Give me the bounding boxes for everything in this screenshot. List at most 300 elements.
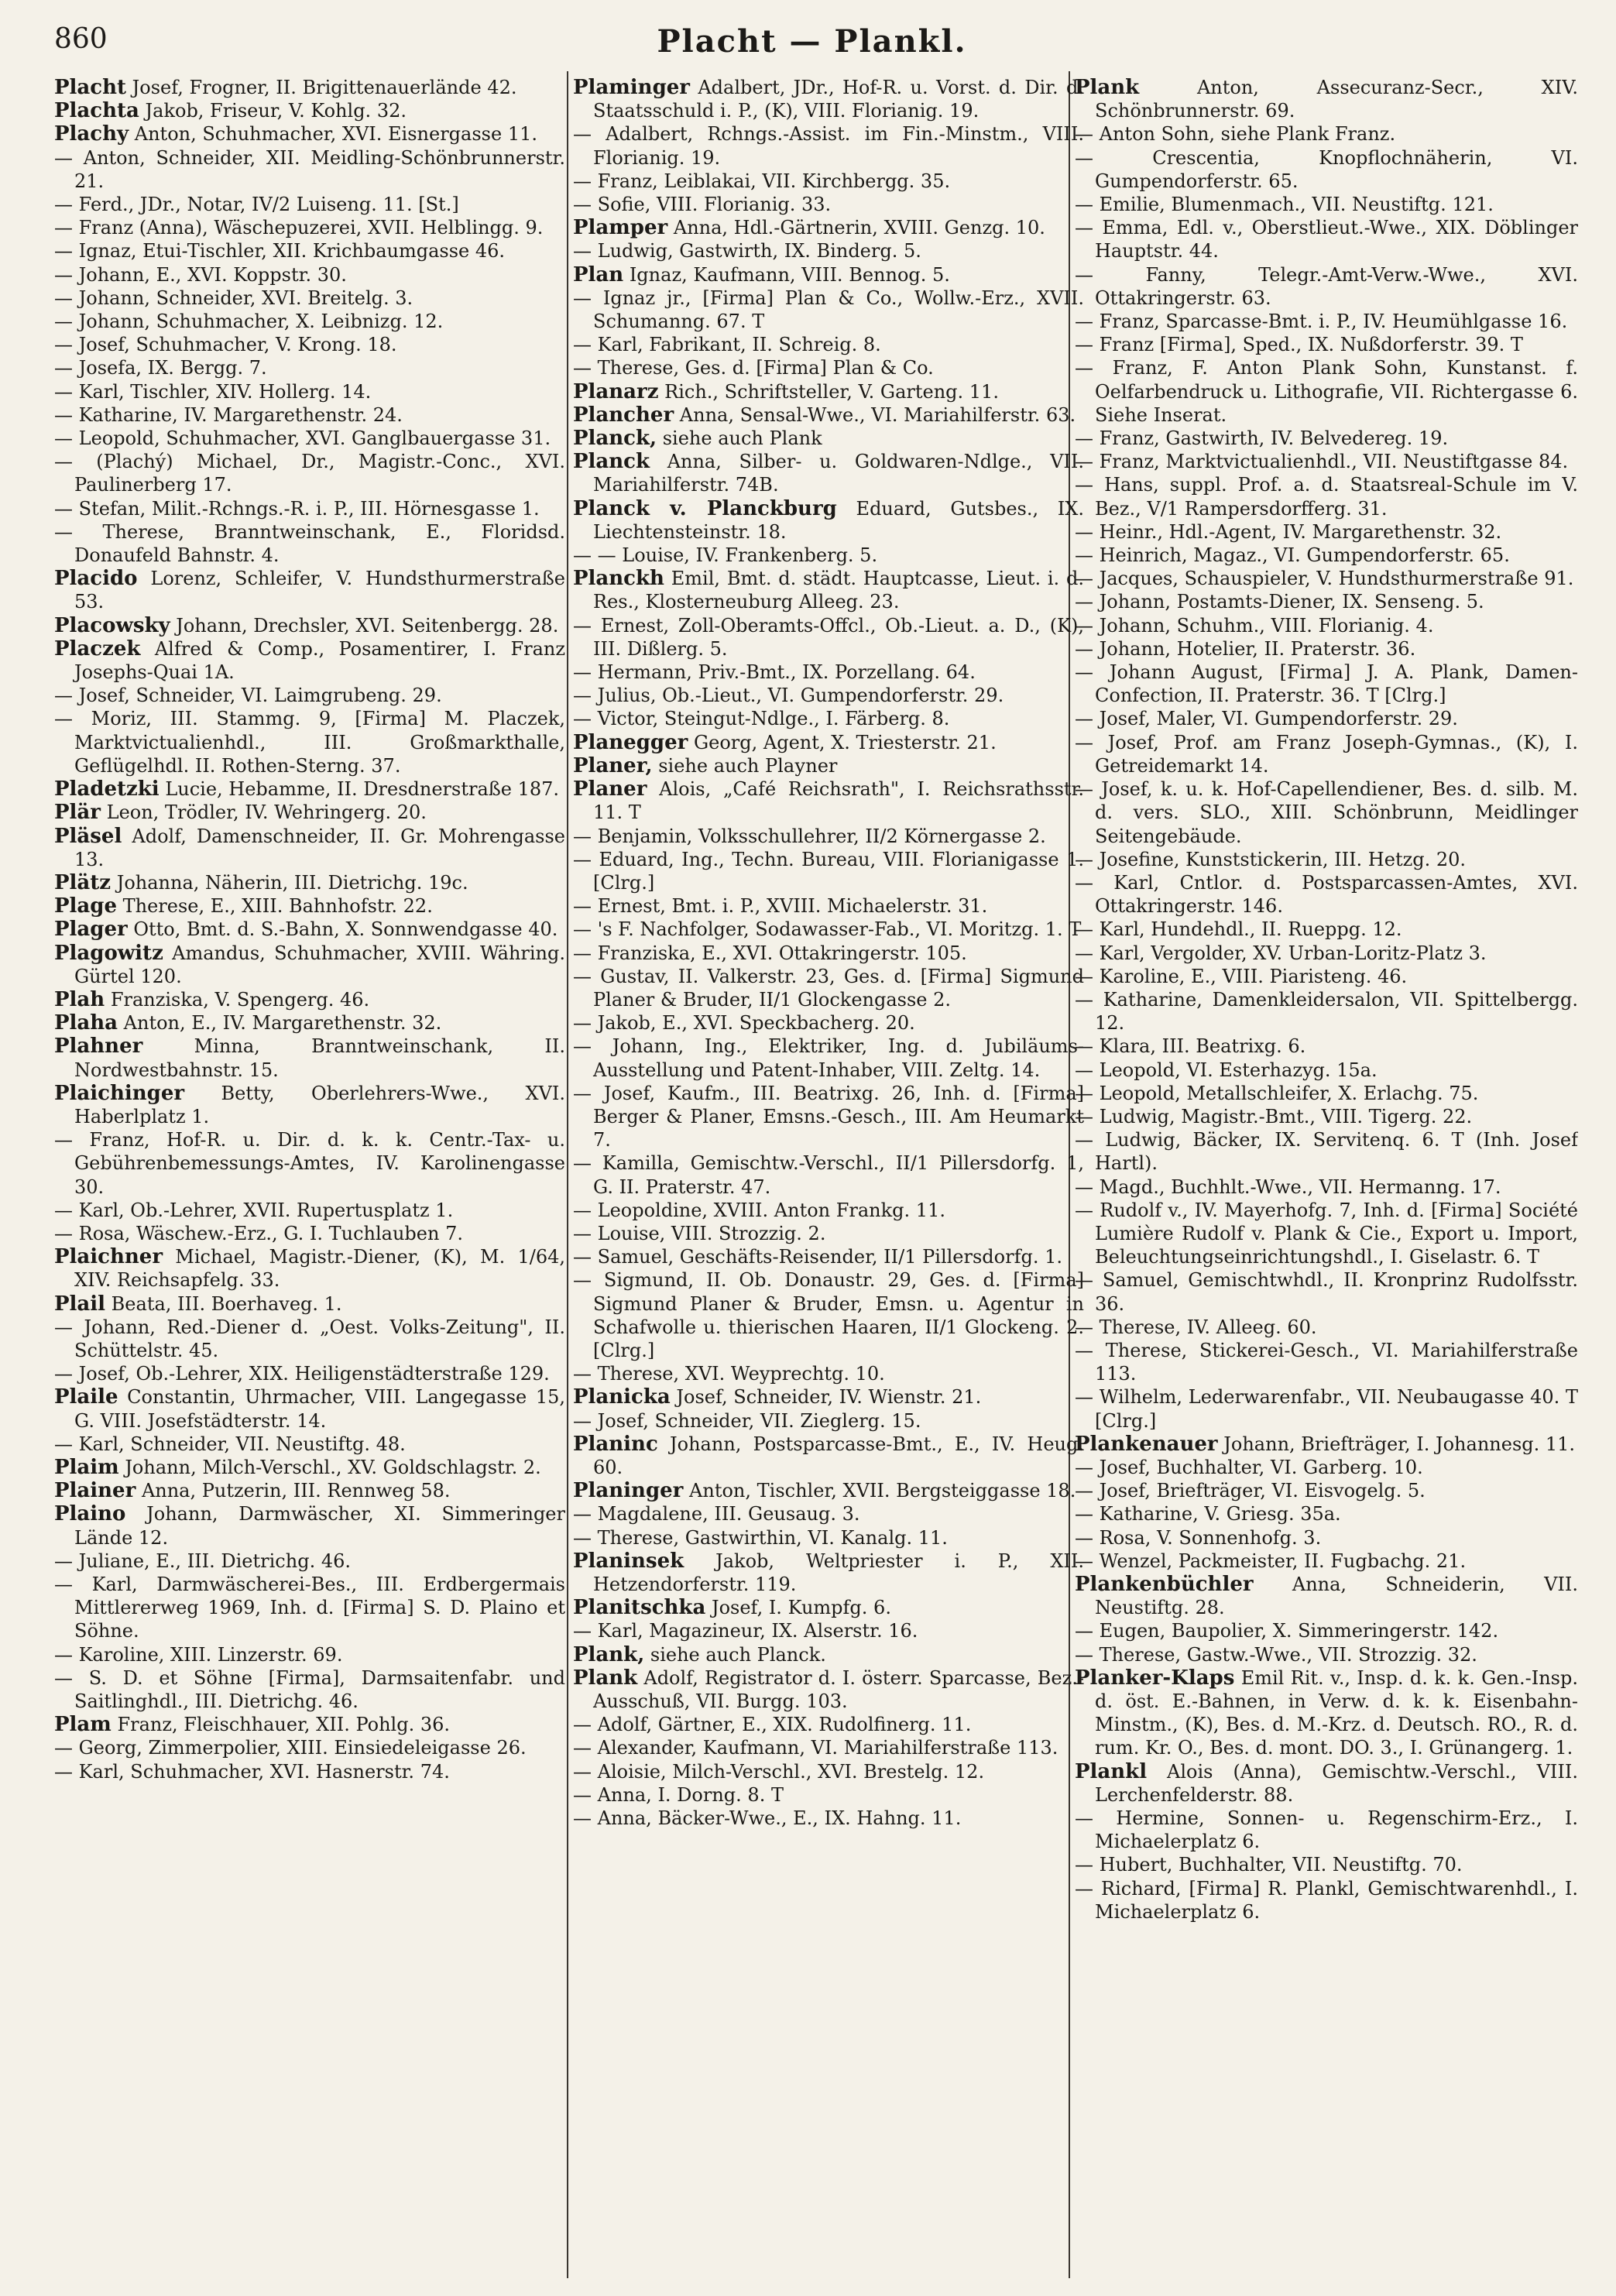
- entry-text: — Katharine, IV. Margarethenstr. 24.: [54, 403, 403, 426]
- entry-text: — Ernest, Zoll-Oberamts-Offcl., Ob.-Lieut. a. D., (K), III. Dißlerg. 5.: [573, 614, 1084, 660]
- directory-subentry: [54, 356, 565, 379]
- surname: Plank: [1075, 76, 1140, 99]
- entry-text: Beata, III. Boerhaveg. 1.: [111, 1292, 342, 1315]
- directory-subentry: [54, 684, 565, 707]
- directory-entry: [573, 1596, 1084, 1619]
- directory-subentry: [1075, 356, 1578, 427]
- directory-subentry: [1075, 1502, 1578, 1526]
- entry-text: Johanna, Näherin, III. Dietrichg. 19c.: [116, 871, 468, 894]
- directory-subentry: [573, 1807, 1084, 1830]
- entry-text: — Rosa, Wäschew.-Erz., G. I. Tuchlauben 7.: [54, 1222, 463, 1244]
- entry-text: — Leopoldine, XVIII. Anton Frankg. 11.: [573, 1199, 945, 1221]
- directory-subentry: [54, 403, 565, 427]
- entry-text: — Josefa, IX. Bergg. 7.: [54, 357, 267, 379]
- directory-subentry: [1075, 1082, 1578, 1105]
- directory-entry: [54, 825, 565, 871]
- directory-subentry: [1075, 1877, 1578, 1924]
- entry-text: — Juliane, E., III. Dietrichg. 46.: [54, 1550, 351, 1572]
- entry-text: Eduard, Gutsbes., IX. Liechtensteinstr. 18.: [593, 497, 1084, 543]
- entry-text: — Adolf, Gärtner, E., XIX. Rudolfinerg. 11.: [573, 1714, 972, 1736]
- entry-text: Lucie, Hebamme, II. Dresdnerstraße 187.: [165, 778, 560, 801]
- entry-text: — Fanny, Telegr.-Amt-Verw.-Wwe., XVI. Ottakringerstr. 63.: [1075, 263, 1578, 309]
- directory-subentry: [54, 1550, 565, 1573]
- entry-text: — Ignaz jr., [Firma] Plan & Co., Wollw.-Erz., XVII. Schumanng. 67. T: [573, 287, 1084, 333]
- entry-text: Jakob, Weltpriester i. P., XII. Hetzendorferstr. 119.: [593, 1550, 1084, 1595]
- entry-text: — Josef, Schneider, VI. Laimgrubeng. 29.: [54, 685, 442, 707]
- directory-subentry: [54, 1643, 565, 1666]
- directory-entry: [54, 918, 565, 941]
- entry-text: — Alexander, Kaufmann, VI. Mariahilferstraße 113.: [573, 1737, 1058, 1759]
- directory-subentry: [54, 520, 565, 567]
- directory-subentry: [54, 427, 565, 450]
- directory-subentry: [573, 614, 1084, 661]
- directory-subentry: [54, 450, 565, 496]
- directory-subentry: [1075, 1128, 1578, 1175]
- directory-entry: [54, 1082, 565, 1128]
- surname: Plätz: [54, 870, 112, 894]
- directory-subentry: [1075, 1199, 1578, 1269]
- entry-text: Jakob, Friseur, V. Kohlg. 32.: [145, 100, 407, 122]
- directory-entry: [573, 731, 1084, 754]
- entry-text: — Franz [Firma], Sped., IX. Nußdorferstr. 39. T: [1075, 334, 1523, 356]
- directory-subentry: [1075, 520, 1578, 544]
- directory-subentry: [1075, 871, 1578, 918]
- surname: Plamper: [573, 216, 668, 240]
- entry-text: — S. D. et Söhne [Firma], Darmsaitenfabr. und Saitlinghdl., III. Dietrichg. 46.: [54, 1666, 565, 1713]
- entry-text: — Karl, Hundehdl., II. Rueppg. 12.: [1075, 918, 1402, 941]
- directory-entry: [54, 1385, 565, 1432]
- surname: Plagowitz: [54, 941, 163, 965]
- directory-entry: [54, 99, 565, 122]
- entry-text: Emil, Bmt. d. städt. Hauptcasse, Lieut. i. d. Res., Klosterneuburg Alleeg. 23.: [593, 568, 1084, 613]
- entry-text: — Jacques, Schauspieler, V. Hundsthurmerstraße 91.: [1075, 568, 1574, 590]
- entry-text: — Therese, XVI. Weyprechtg. 10.: [573, 1363, 885, 1385]
- directory-entry: [54, 1456, 565, 1479]
- directory-subentry: [54, 216, 565, 239]
- entry-text: — Johann, Schuhmacher, X. Leibnizg. 12.: [54, 311, 444, 333]
- directory-subentry: [573, 1011, 1084, 1035]
- directory-subentry: [54, 1128, 565, 1199]
- surname: Planegger: [573, 730, 688, 754]
- entry-text: — Johann, Ing., Elektriker, Ing. d. Jubiläums-Ausstellung und Patent-Inhaber, VIII. Zeltg. 14.: [573, 1035, 1084, 1081]
- directory-subentry: [1075, 848, 1578, 871]
- directory-entry: [54, 76, 565, 99]
- surname: Plär: [54, 801, 101, 825]
- entry-text: — Josef, Prof. am Franz Joseph-Gymnas., (K), I. Getreidemarkt 14.: [1075, 731, 1578, 777]
- directory-subentry: [1075, 918, 1578, 941]
- directory-subentry: [1075, 1059, 1578, 1082]
- directory-subentry: [1075, 146, 1578, 193]
- directory-subentry: [54, 1736, 565, 1759]
- surname: Plaichinger: [54, 1081, 185, 1105]
- directory-subentry: [1075, 1550, 1578, 1573]
- directory-subentry: [1075, 1479, 1578, 1502]
- directory-subentry: [1075, 1035, 1578, 1058]
- directory-subentry: [54, 263, 565, 287]
- entry-text: — Leopold, VI. Esterhazyg. 15a.: [1075, 1059, 1378, 1081]
- surname: Plage: [54, 894, 117, 918]
- directory-subentry: [54, 707, 565, 777]
- entry-text: — Julius, Ob.-Lieut., VI. Gumpendorferstr. 29.: [573, 685, 1004, 707]
- directory-subentry: [1075, 1526, 1578, 1550]
- entry-text: — Eduard, Ing., Techn. Bureau, VIII. Florianigasse 1. [Clrg.]: [573, 848, 1084, 894]
- entry-text: — Aloisie, Milch-Verschl., XVI. Brestelg. 12.: [573, 1760, 985, 1783]
- directory-entry: [54, 567, 565, 613]
- directory-subentry: [573, 1082, 1084, 1152]
- entry-text: — Heinrich, Magaz., VI. Gumpendorferstr. 65.: [1075, 544, 1510, 567]
- directory-subentry: [54, 310, 565, 333]
- entry-text: — Anton Sohn, siehe Plank Franz.: [1075, 123, 1396, 146]
- entry-text: Josef, I. Kumpfg. 6.: [711, 1597, 891, 1619]
- directory-entry: [54, 988, 565, 1011]
- entry-text: Anton, E., IV. Margarethenstr. 32.: [123, 1012, 442, 1035]
- entry-text: — — Louise, IV. Frankenberg. 5.: [573, 544, 878, 567]
- entry-text: — Johann, Red.-Diener d. „Oest. Volks-Zeitung", II. Schüttelstr. 45.: [54, 1316, 565, 1361]
- entry-text: — Sigmund, II. Ob. Donaustr. 29, Ges. d. [Firma] Sigmund Planer & Bruder, Emsn. u. Agentur in Schafwolle u. thierischen Haaren, II/1 Glockeng. 2. [Clrg.]: [573, 1269, 1084, 1361]
- directory-subentry: [573, 1222, 1084, 1245]
- surname: Plaichner: [54, 1245, 163, 1269]
- entry-text: Alois, „Café Reichsrath", I. Reichsrathsstr. 11. T: [593, 778, 1084, 824]
- directory-subentry: [573, 1783, 1084, 1807]
- surname: Plachy: [54, 122, 129, 146]
- entry-text: — Ludwig, Gastwirth, IX. Binderg. 5.: [573, 240, 921, 263]
- entry-text: — Johann August, [Firma] J. A. Plank, Damen-Confection, II. Praterstr. 36. T [Clrg.]: [1075, 661, 1578, 707]
- entry-text: — Johann, Postamts-Diener, IX. Senseng. 5.: [1075, 591, 1484, 613]
- directory-subentry: [573, 1199, 1084, 1222]
- directory-entry: [573, 754, 1084, 777]
- surname: Plail: [54, 1292, 106, 1316]
- surname: Planitschka: [573, 1596, 706, 1620]
- entry-text: — Franz, Marktvictualienhdl., VII. Neustiftgasse 84.: [1075, 451, 1569, 473]
- surname: Plank: [573, 1666, 638, 1690]
- directory-subentry: [1075, 590, 1578, 613]
- directory-subentry: [1075, 427, 1578, 450]
- surname: Planckh: [573, 567, 664, 591]
- directory-subentry: [1075, 567, 1578, 590]
- entry-text: — Ernest, Bmt. i. P., XVIII. Michaelerstr. 31.: [573, 895, 988, 918]
- entry-text: — Therese, Gastwirthin, VI. Kanalg. 11.: [573, 1526, 948, 1549]
- directory-subentry: [1075, 661, 1578, 707]
- entry-text: — Therese, IV. Alleeg. 60.: [1075, 1316, 1317, 1338]
- entry-text: — Karl, Darmwäscherei-Bes., III. Erdbergermais Mittlererweg 1969, Inh. d. [Firma] S. D. Plaino et Söhne.: [54, 1574, 565, 1642]
- directory-entry: [1075, 1573, 1578, 1619]
- directory-subentry: [573, 122, 1084, 169]
- directory-subentry: [1075, 1807, 1578, 1853]
- directory-subentry: [1075, 942, 1578, 965]
- entry-text: — Eugen, Baupolier, X. Simmeringerstr. 142.: [1075, 1620, 1499, 1642]
- directory-subentry: [54, 1316, 565, 1362]
- entry-text: — Johann, Schuhm., VIII. Florianig. 4.: [1075, 614, 1434, 637]
- directory-subentry: [1075, 122, 1578, 146]
- directory-entry: [54, 894, 565, 918]
- entry-text: — Richard, [Firma] R. Plankl, Gemischtwarenhdl., I. Michaelerplatz 6.: [1075, 1877, 1578, 1923]
- directory-subentry: [54, 1573, 565, 1643]
- entry-text: — Franziska, E., XVI. Ottakringerstr. 105.: [573, 942, 967, 964]
- directory-entry: [573, 777, 1084, 824]
- entry-text: — Josef, Buchhalter, VI. Garberg. 10.: [1075, 1456, 1423, 1478]
- surname: Planarz: [573, 379, 659, 403]
- surname: Placzek: [54, 637, 141, 661]
- directory-entry: [54, 122, 565, 146]
- directory-subentry: [573, 825, 1084, 848]
- entry-text: — Josef, k. u. k. Hof-Capellendiener, Bes. d. silb. M. d. vers. SLO., XIII. Schönbrunn, Meidlinger Seitengebäude.: [1075, 778, 1578, 847]
- directory-subentry: [1075, 333, 1578, 356]
- directory-subentry: [1075, 263, 1578, 310]
- entry-text: — Franz, F. Anton Plank Sohn, Kunstanst. f. Oelfarbendruck u. Lithografie, VII. Richtergasse 6. Siehe Inserat.: [1075, 357, 1578, 426]
- surname: Plahner: [54, 1035, 143, 1059]
- surname: Plaile: [54, 1385, 118, 1409]
- entry-text: — Ferd., JDr., Notar, IV/2 Luiseng. 11. [St.]: [54, 194, 459, 216]
- entry-text: — Hermann, Priv.-Bmt., IX. Porzellang. 64.: [573, 661, 976, 684]
- entry-text: — Karoline, XIII. Linzerstr. 69.: [54, 1643, 343, 1666]
- entry-text: — Heinr., Hdl.-Agent, IV. Margarethenstr. 32.: [1075, 520, 1502, 543]
- entry-text: — Josef, Schneider, VII. Zieglerg. 15.: [573, 1409, 921, 1432]
- entry-text: — Emma, Edl. v., Oberstlieut.-Wwe., XIX. Döblinger Hauptstr. 44.: [1075, 217, 1578, 263]
- entry-text: — Franz, Hof-R. u. Dir. d. k. k. Centr.-Tax- u. Gebührenbemessungs-Amtes, IV. Karolinengasse 30.: [54, 1129, 565, 1198]
- entry-text: — Gustav, II. Valkerstr. 23, Ges. d. [Firma] Sigmund Planer & Bruder, II/1 Glockengasse 2.: [573, 965, 1084, 1011]
- directory-subentry: [54, 380, 565, 403]
- surname: Plager: [54, 918, 128, 942]
- directory-subentry: [1075, 707, 1578, 730]
- directory-subentry: [1075, 1268, 1578, 1315]
- entry-text: — Josefine, Kunststickerin, III. Hetzg. 20.: [1075, 848, 1467, 870]
- entry-text: Adolf, Registrator d. I. österr. Sparcasse, Bez.-Ausschuß, VII. Burgg. 103.: [593, 1666, 1084, 1713]
- entry-text: — Adalbert, Rchngs.-Assist. im Fin.-Minstm., VIII. Florianig. 19.: [573, 123, 1084, 169]
- surname: Plankenbüchler: [1075, 1573, 1254, 1596]
- entry-text: — Ignaz, Etui-Tischler, XII. Krichbaumgasse 46.: [54, 240, 506, 263]
- surname: Plam: [54, 1713, 112, 1737]
- directory-entry: [54, 1292, 565, 1316]
- entry-text: — Franz (Anna), Wäschepuzerei, XVII. Helblingg. 9.: [54, 217, 544, 239]
- entry-text: Anna, Sensal-Wwe., VI. Mariahilferstr. 63.: [679, 403, 1076, 426]
- entry-text: — Karl, Vergolder, XV. Urban-Loritz-Platz 3.: [1075, 942, 1487, 964]
- surname: Plaim: [54, 1455, 119, 1479]
- directory-subentry: [573, 170, 1084, 193]
- entry-text: — Wenzel, Packmeister, II. Fugbachg. 21.: [1075, 1550, 1467, 1572]
- directory-subentry: [573, 1409, 1084, 1433]
- directory-subentry: [54, 497, 565, 520]
- directory-subentry: [1075, 614, 1578, 637]
- entry-text: Anna, Hdl.-Gärtnerin, XVIII. Genzg. 10.: [673, 217, 1045, 239]
- directory-subentry: [54, 1362, 565, 1385]
- directory-entry: [1075, 1666, 1578, 1760]
- directory-subentry: [573, 1713, 1084, 1736]
- entry-text: — Therese, Branntweinschank, E., Floridsd. Donaufeld Bahnstr. 4.: [54, 520, 565, 567]
- directory-subentry: [1075, 193, 1578, 216]
- entry-text: Ignaz, Kaufmann, VIII. Bennog. 5.: [629, 263, 950, 286]
- directory-subentry: [1075, 777, 1578, 848]
- column-divider: [567, 71, 568, 2278]
- entry-text: — Johann, Hotelier, II. Praterstr. 36.: [1075, 637, 1416, 660]
- entry-text: Minna, Branntweinschank, II. Nordwestbahnstr. 15.: [74, 1035, 565, 1081]
- entry-text: — Therese, Ges. d. [Firma] Plan & Co.: [573, 357, 934, 379]
- entry-text: Adalbert, JDr., Hof-R. u. Vorst. d. Dir. d. Staatsschuld i. P., (K), VIII. Florianig. 19.: [593, 77, 1084, 122]
- entry-text: — Karl, Schneider, VII. Neustiftg. 48.: [54, 1433, 406, 1455]
- entry-text: — Therese, Stickerei-Gesch., VI. Mariahilferstraße 113.: [1075, 1339, 1578, 1385]
- entry-text: — Jakob, E., XVI. Speckbacherg. 20.: [573, 1012, 915, 1035]
- entry-text: Adolf, Damenschneider, II. Gr. Mohrengasse 13.: [74, 825, 565, 870]
- entry-text: — Hermine, Sonnen- u. Regenschirm-Erz., I. Michaelerplatz 6.: [1075, 1807, 1578, 1853]
- entry-text: Anton, Schuhmacher, XVI. Eisnergasse 11.: [134, 123, 537, 146]
- directory-subentry: [573, 1502, 1084, 1526]
- directory-subentry: [573, 894, 1084, 918]
- surname: Planck v. Planckburg: [573, 496, 837, 520]
- entry-text: Anton, Tischler, XVII. Bergsteiggasse 18.: [689, 1480, 1076, 1502]
- directory-subentry: [1075, 310, 1578, 333]
- entry-text: — Franz, Sparcasse-Bmt. i. P., IV. Heumühlgasse 16.: [1075, 311, 1568, 333]
- directory-subentry: [573, 707, 1084, 730]
- directory-subentry: [1075, 216, 1578, 263]
- directory-entry: [573, 427, 1084, 450]
- entry-text: Amandus, Schuhmacher, XVIII. Währing. Gürtel 120.: [74, 942, 565, 987]
- entry-text: — Samuel, Gemischtwhdl., II. Kronprinz Rudolfsstr. 36.: [1075, 1269, 1578, 1315]
- entry-text: — Leopold, Metallschleifer, X. Erlachg. 75.: [1075, 1082, 1479, 1104]
- directory-entry: [54, 801, 565, 824]
- entry-text: Johann, Postsparcasse-Bmt., E., IV. Heug. 60.: [593, 1433, 1084, 1478]
- directory-subentry: [573, 942, 1084, 965]
- directory-subentry: [1075, 1339, 1578, 1385]
- directory-entry: [573, 567, 1084, 613]
- entry-text: — Josef, Maler, VI. Gumpendorferstr. 29.: [1075, 708, 1458, 730]
- entry-text: — Magdalene, III. Geusaug. 3.: [573, 1503, 860, 1526]
- directory-entry: [573, 1643, 1084, 1666]
- surname: Plachta: [54, 99, 139, 123]
- surname: Pläsel: [54, 824, 122, 848]
- directory-subentry: [573, 1268, 1084, 1362]
- directory-subentry: [573, 1736, 1084, 1759]
- surname: Plank,: [573, 1642, 645, 1666]
- surname: Planer: [573, 777, 647, 801]
- directory-subentry: [1075, 637, 1578, 661]
- entry-text: — Karl, Schuhmacher, XVI. Hasnerstr. 74.: [54, 1760, 450, 1783]
- directory-entry: [573, 263, 1084, 287]
- directory-subentry: [573, 918, 1084, 941]
- directory-entry: [1075, 76, 1578, 122]
- entry-text: Betty, Oberlehrers-Wwe., XVI. Haberlplatz 1.: [74, 1082, 565, 1127]
- entry-text: Constantin, Uhrmacher, VIII. Langegasse 15, G. VIII. Josefstädterstr. 14.: [74, 1386, 565, 1432]
- page-number: 860: [54, 23, 108, 55]
- directory-subentry: [573, 544, 1084, 567]
- directory-entry: [573, 403, 1084, 427]
- directory-entry: [54, 942, 565, 988]
- entry-text: — Georg, Zimmerpolier, XIII. Einsiedeleigasse 26.: [54, 1737, 527, 1759]
- entry-text: — Karl, Magazineur, IX. Alserstr. 16.: [573, 1620, 918, 1642]
- directory-entry: [573, 1433, 1084, 1479]
- entry-text: — Ludwig, Magistr.-Bmt., VIII. Tigerg. 22.: [1075, 1105, 1473, 1127]
- page-title: Placht — Plankl.: [657, 23, 967, 60]
- entry-text: siehe auch Plaуner: [658, 754, 838, 777]
- entry-text: — Moriz, III. Stammg. 9, [Firma] M. Placzek, Marktvictualienhdl., III. Großmarkthalle, Geflügelhdl. II. Rothen-Sterng. 37.: [54, 708, 565, 777]
- entry-text: — Hans, suppl. Prof. a. d. Staatsreal-Schule im V. Bez., V/1 Rampersdorfferg. 31.: [1075, 474, 1578, 520]
- entry-text: — Stefan, Milit.-Rchngs.-R. i. P., III. Hörnesgasse 1.: [54, 497, 540, 520]
- surname: Placowsky: [54, 613, 170, 637]
- column-1: [54, 76, 565, 2275]
- entry-text: Anna, Schneiderin, VII. Neustiftg. 28.: [1095, 1574, 1578, 1619]
- directory-subentry: [573, 333, 1084, 356]
- directory-entry: [573, 1479, 1084, 1502]
- page-header: [54, 23, 1570, 62]
- entry-text: — Katharine, Damenkleidersalon, VII. Spittelbergg. 12.: [1075, 988, 1578, 1035]
- entry-text: Johann, Drechsler, XVI. Seitenbergg. 28.: [176, 614, 559, 637]
- entry-text: Alois (Anna), Gemischtw.-Verschl., VIII. Lerchenfelderstr. 88.: [1095, 1760, 1578, 1806]
- surname: Pladetzki: [54, 777, 160, 801]
- directory-subentry: [1075, 1385, 1578, 1432]
- directory-subentry: [573, 1151, 1084, 1198]
- directory-subentry: [1075, 1456, 1578, 1479]
- directory-entry: [573, 380, 1084, 403]
- entry-text: — Benjamin, Volksschullehrer, II/2 Körnergasse 2.: [573, 825, 1046, 847]
- directory-subentry: [1075, 1643, 1578, 1666]
- entry-text: — Ludwig, Bäcker, IX. Servitenq. 6. T (Inh. Josef Hartl).: [1075, 1129, 1578, 1175]
- entry-text: — Wilhelm, Lederwarenfabr., VII. Neubaugasse 40. T [Clrg.]: [1075, 1386, 1578, 1432]
- entry-text: — Emilie, Blumenmach., VII. Neustiftg. 121.: [1075, 194, 1494, 216]
- directory-subentry: [573, 1760, 1084, 1783]
- directory-subentry: [1075, 1175, 1578, 1199]
- entry-text: Johann, Milch-Verschl., XV. Goldschlagstr. 2.: [125, 1456, 541, 1478]
- entry-text: Josef, Frogner, II. Brigittenauerlände 42.: [132, 77, 517, 98]
- directory-entry: [573, 450, 1084, 496]
- directory-subentry: [54, 1222, 565, 1245]
- surname: Plancher: [573, 403, 674, 427]
- directory-subentry: [54, 1199, 565, 1222]
- directory-subentry: [573, 287, 1084, 333]
- entry-text: Anton, Assecuranz-Secr., XIV. Schönbrunnerstr. 69.: [1095, 77, 1578, 122]
- directory-subentry: [54, 333, 565, 356]
- surname: Plan: [573, 263, 624, 287]
- directory-entry: [573, 1666, 1084, 1713]
- directory-entry: [54, 1245, 565, 1292]
- entry-text: Rich., Schriftsteller, V. Garteng. 11.: [664, 380, 999, 403]
- entry-text: Otto, Bmt. d. S.-Bahn, X. Sonnwendgasse 40.: [133, 918, 558, 941]
- entry-text: Therese, E., XIII. Bahnhofstr. 22.: [122, 895, 433, 918]
- entry-text: Johann, Darmwäscher, XI. Simmeringer Lände 12.: [74, 1503, 565, 1549]
- surname: Planicka: [573, 1385, 671, 1409]
- directory-subentry: [573, 1245, 1084, 1268]
- directory-subentry: [573, 1035, 1084, 1081]
- directory-entry: [573, 497, 1084, 544]
- entry-text: Alfred & Comp., Posamentirer, I. Franz Josephs-Quai 1A.: [74, 637, 565, 684]
- entry-text: — Karl, Cntlor. d. Postsparcassen-Amtes, XVI. Ottakringerstr. 146.: [1075, 871, 1578, 918]
- entry-text: — Louise, VIII. Strozzig. 2.: [573, 1222, 826, 1244]
- directory-entry: [54, 614, 565, 637]
- entry-text: — Crescentia, Knopflochnäherin, VI. Gumpendorferstr. 65.: [1075, 146, 1578, 192]
- directory-entry: [54, 871, 565, 894]
- directory-subentry: [54, 193, 565, 216]
- entry-text: — Leopold, Schuhmacher, XVI. Ganglbauergasse 31.: [54, 427, 551, 450]
- directory-subentry: [1075, 1316, 1578, 1339]
- directory-subentry: [1075, 965, 1578, 988]
- entry-text: — Anna, Bäcker-Wwe., E., IX. Hahng. 11.: [573, 1807, 962, 1830]
- directory-entry: [54, 1479, 565, 1502]
- entry-text: — Anton, Schneider, XII. Meidling-Schönbrunnerstr. 21.: [54, 146, 565, 192]
- directory-entry: [573, 1550, 1084, 1596]
- surname: Plankenauer: [1075, 1432, 1218, 1456]
- directory-subentry: [1075, 450, 1578, 473]
- directory-subentry: [1075, 1105, 1578, 1128]
- directory-subentry: [573, 1526, 1084, 1550]
- directory-subentry: [573, 848, 1084, 894]
- entry-text: Georg, Agent, X. Triesterstr. 21.: [693, 731, 997, 753]
- entry-text: — Josef, Kaufm., III. Beatrixg. 26, Inh. d. [Firma] Berger & Planer, Emsns.-Gesch., III. Am Heumarkt 7.: [573, 1082, 1084, 1151]
- surname: Planer,: [573, 753, 653, 777]
- entry-text: — Anna, I. Dorng. 8. T: [573, 1783, 784, 1806]
- directory-subentry: [54, 1760, 565, 1783]
- entry-text: — Therese, Gastw.-Wwe., VII. Strozzig. 32.: [1075, 1643, 1477, 1666]
- entry-text: — Franz, Gastwirth, IV. Belvedereg. 19.: [1075, 427, 1449, 450]
- surname: Planinsek: [573, 1549, 684, 1573]
- surname: Plaha: [54, 1011, 118, 1035]
- directory-subentry: [54, 287, 565, 310]
